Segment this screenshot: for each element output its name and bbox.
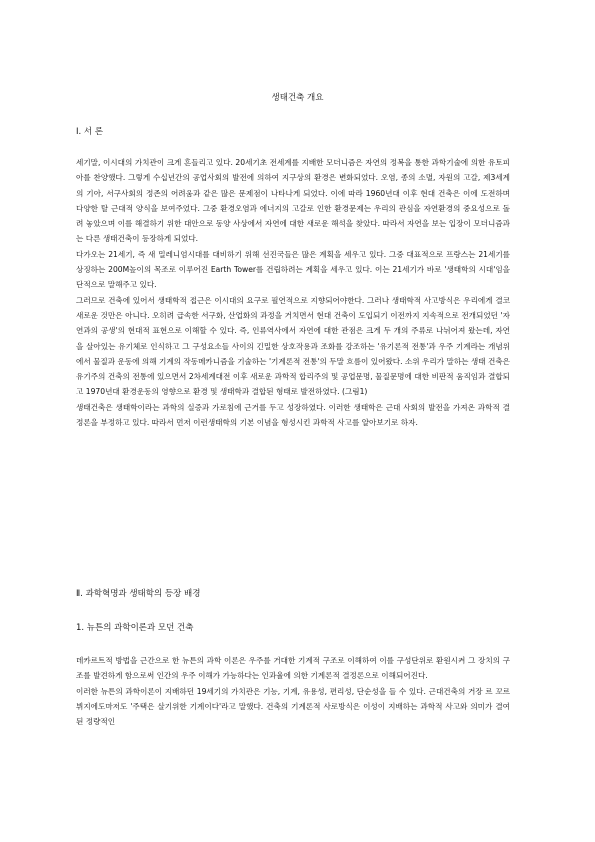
section-2-paragraph-1: 데카르트적 방법을 근간으로 한 뉴튼의 과학 이론은 우주를 거대한 기계적 구조로 이해하여 이를 구성단위로 환원시켜 그 장치의 구조를 발견하게 함으로써 인간의 우주 이해가 가능하다는 인과율에 의한 기계론적 결정론으로 이해되어진다. — [76, 656, 510, 681]
section-2-heading: Ⅱ. 과학혁명과 생태학의 등장 배경 — [76, 589, 201, 599]
document-title: 생태건축 개요 — [271, 93, 324, 103]
section-1-paragraph-2: 다가오는 21세기, 즉 새 밀레니엄시대를 대비하기 위해 선진국들은 많은 계획을 세우고 있다. 그중 대표적으로 프랑스는 21세기를 상징하는 200M높이의 목조로 이루어진 Earth Tower를 건립하려는 계획을 세우고 있다. 이는 21세기가 바로 '생태학의 시대'임을 단적으로 말해주고 있다. — [76, 249, 510, 290]
section-1-heading: Ⅰ. 서 론 — [76, 127, 104, 137]
section-1-paragraph-4: 생태건축은 생태학이라는 과학의 실증과 가로침에 근거를 두고 성장하였다. 이러한 생태학은 근대 사회의 발전을 가져온 과학적 결정론을 부정하고 있다. 따라서 먼저 이런생태학의 기본 이념을 형성시킨 과학적 사고를 알아보기로 하자. — [76, 402, 510, 428]
section-2-subheading: 1. 뉴튼의 과학이론과 모던 건축 — [76, 623, 194, 633]
section-1-body — [76, 155, 510, 430]
section-2-paragraph-2: 이러한 뉴튼의 과학이론이 지배하던 19세기의 가치관은 기능, 기계, 유용성, 편리성, 단순성을 들 수 있다. 근대건축의 거장 르 꼬르뷔지에도마저도 '주택은 살기위한 기계이다'라고 말했다. 건축의 기계론적 사로방식은 이성이 지배하는 과학적 사고와 의미가 결여된 정량적인 — [76, 686, 510, 727]
section-2-body — [76, 653, 510, 729]
section-1-paragraph-1: 세기말, 이시대의 가치관이 크게 흔들리고 있다. 20세기초 전세계를 지배한 모더니즘은 자연의 정복을 통한 과학기술에 의한 유토피아를 찬양했다. 그렇게 수십년간의 공업사회의 발전에 의하여 지구상의 환경은 변화되었다. 오염, 종의 소멸, 자원의 고갈, 제3세계의 기아, 서구사회의 정존의 어려움과 같은 많은 문제점이 나타나게 되었다. 이에 따라 1960년대 이후 현대 건축은 이에 도전하며 다양한 탈 근대적 양식을 보여주었다. 그중 환경오염과 에너지의 고갈로 인한 환경문제는 우리의 관심을 자연환경의 중요성으로 돌려 놓았으며 이를 해결하기 위한 대안으로 동양 사상에서 자연에 대한 새로운 해석을 찾았다. 따라서 자연을 보는 입장이 모더니즘과는 다른 생태건축이 등장하게 되었다. — [76, 158, 510, 244]
section-1-paragraph-3: 그러므로 건축에 있어서 생태학적 접근은 이시대의 요구로 필연적으로 지향되어야한다. 그러나 생태학적 사고방식은 우리에게 결코 새로운 것만은 아니다. 오히려 급속한 서구화, 산업화의 과정을 거치면서 현대 건축이 도입되기 이전까지 지속적으로 전개되었던 '자연과의 공생'의 현대적 표현으로 이해할 수 있다. 즉, 인류역사에서 자연에 대한 관점은 크게 두 개의 주류로 나뉘어져 왔는데, 자연을 살아있는 유기체로 인식하고 그 구성요소들 사이의 긴밀한 상호작용과 조화를 강조하는 '유기론적 전통'과 우주 기계라는 개념위에서 물질과 운동에 의해 기계의 작동메카니즘을 기술하는 '기계론적 전통'의 두말 흐름이 있어왔다. 소위 우리가 말하는 생태 건축은 유기주의 건축의 전통에 있으면서 2차세계대전 이후 새로운 과학적 합리주의 및 공업문명, 물질문명에 대한 비판적 움직임과 결합되고 1970년대 환경운동의 영향으로 환경 및 생태학과 결합된 형태로 발전하였다. (그림1) — [76, 295, 510, 397]
